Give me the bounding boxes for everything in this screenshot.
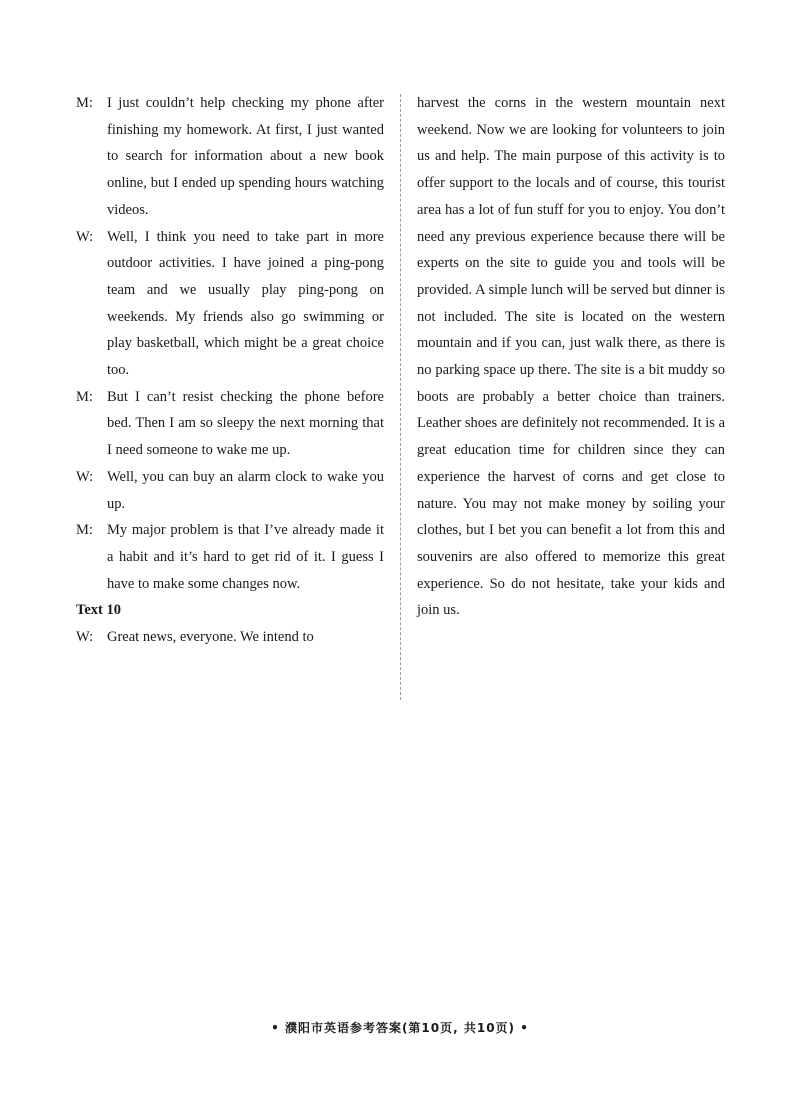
speaker-label: W: xyxy=(76,468,94,485)
speaker-label: M: xyxy=(76,522,93,539)
left-column xyxy=(76,90,384,651)
dialogue-turn xyxy=(76,224,384,384)
section-heading: Text 10 xyxy=(76,602,121,619)
dialogue-text: I just couldn’t help checking my phone after finishing my homework. At first, I just wanted to search for information about a new book online, but I ended up spending hours watching videos. xyxy=(107,95,384,218)
speaker-label: W: xyxy=(76,228,94,245)
speaker-label: M: xyxy=(76,388,93,405)
dialogue-text: Great news, everyone. We intend to xyxy=(107,629,314,646)
dialogue-text: But I can’t resist checking the phone before bed. Then I am so sleepy the next morning that I need someone to wake me up. xyxy=(107,388,384,459)
speaker-label: M: xyxy=(76,95,93,111)
dialogue-turn xyxy=(76,624,384,651)
dialogue-text: Well, you can buy an alarm clock to wake you up. xyxy=(107,468,384,512)
column-divider xyxy=(400,94,401,700)
page-footer: • 濮阳市英语参考答案(第10页, 共10页) • xyxy=(271,1021,529,1035)
speaker-label: W: xyxy=(76,629,94,646)
dialogue-turn xyxy=(76,517,384,597)
dialogue-text: My major problem is that I’ve already made it a habit and it’s hard to get rid of it. I guess I have to make some changes now. xyxy=(107,522,384,592)
dialogue-text: Well, I think you need to take part in more outdoor activities. I have joined a ping-pong team and we usually play ping-pong on weekends. My friends also go swimming or play basketball, which might be a great choice too. xyxy=(107,228,384,379)
continued-passage: harvest the corns in the western mountain next weekend. Now we are looking for volunteers to join us and help. The main purpose of this activity is to offer support to the locals and of course, this tourist area has a lot of fun stuff for you to enjoy. You don’t need any previous experience because there will be experts on the site to guide you and tools will be provided. A simple lunch will be served but dinner is not included. The site is located on the western mountain and if you can, just walk there, as there is no parking space up there. The site is a bit muddy so boots are probably a better choice than trainers. Leather shoes are definitely not recommended. It is a great education time for children since they can experience the harvest of corns and get close to nature. You may not make money by soiling your clothes, but I bet you can benefit a lot from this and souvenirs are also offered to memorize this great experience. So do not hesitate, take your kids and join us. xyxy=(417,95,726,619)
right-column xyxy=(417,90,725,624)
dialogue-turn xyxy=(76,464,384,517)
dialogue-turn xyxy=(76,90,384,224)
dialogue-turn xyxy=(76,384,384,464)
